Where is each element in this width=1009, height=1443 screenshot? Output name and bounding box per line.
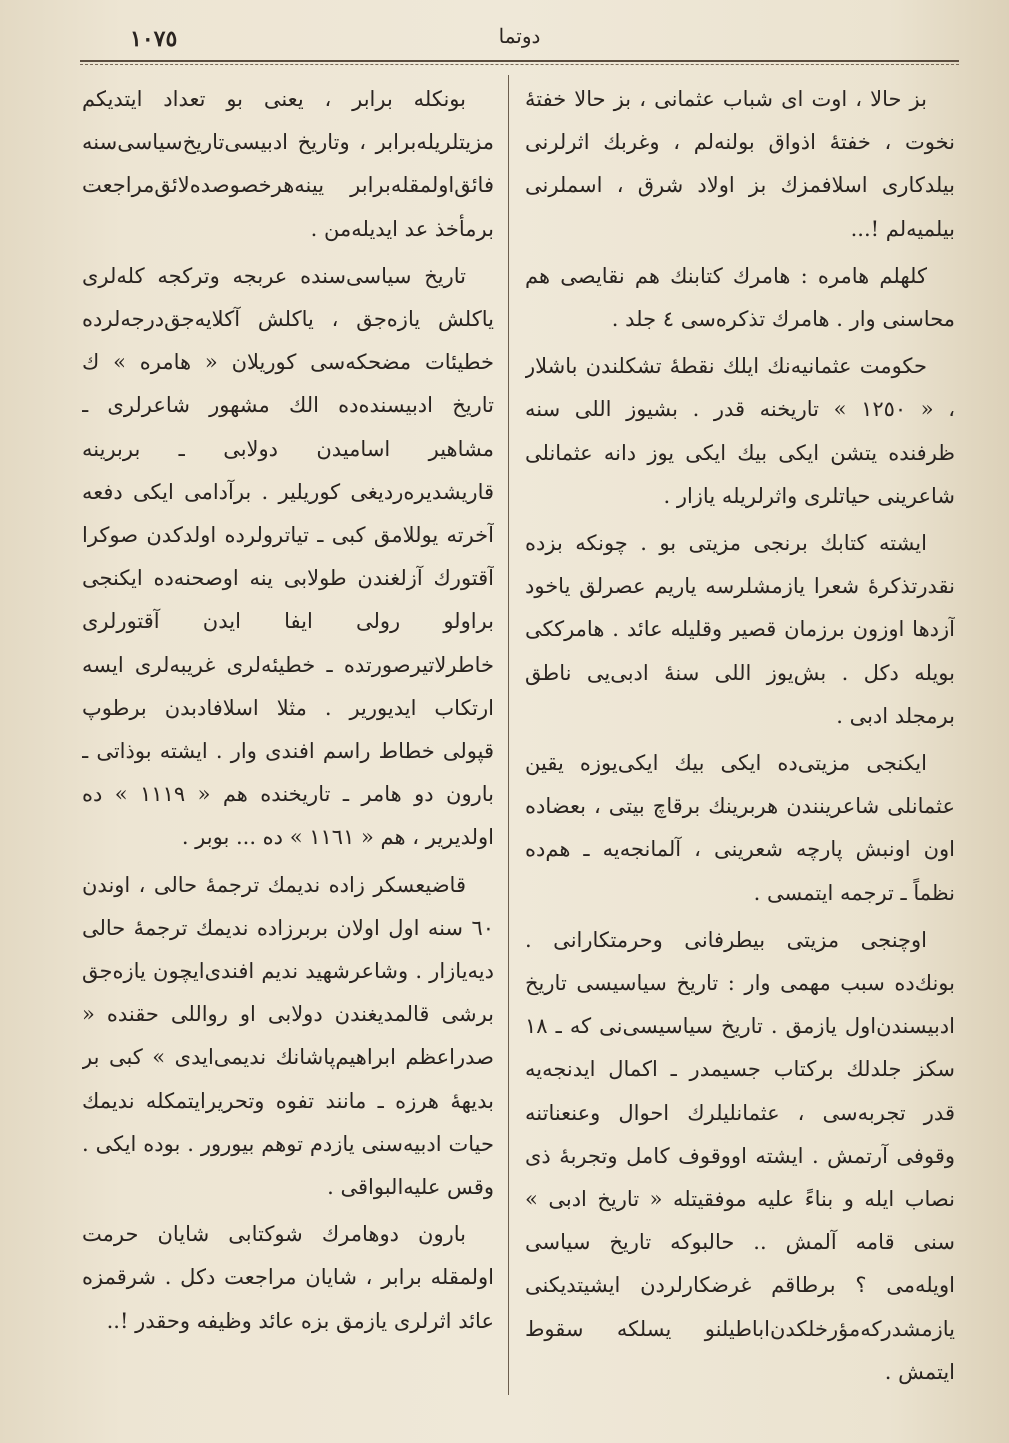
page-number: ١٠٧٥ [130, 26, 178, 52]
running-title: دوتما [498, 24, 541, 48]
right-column [525, 78, 955, 1398]
paragraph: قاضیعسکر زاده ندیمك ترجمهٔ حالی ، اوندن ٦٠ سنه اول اولان بربرزاده ندیمك ترجمهٔ حالی دیه‌یازار . وشاعرشهید ندیم افندی‌ایچون یازه‌جق برشی قالمدیغندن دولابی او رواللی حقنده « صدراعظم ابراهیم‌پاشانك ندیمی‌ایدی » کبی بر بدیههٔ هرزه ـ مانند تفوه وتحریرایتمکله ندیمك حیات ادبیه‌سنی یازدم توهم بیورور . بوده ایکی . وقس علیه‌البواقی . [82, 872, 494, 1200]
paragraph: تاریخ سیاسی‌سنده عربجه وترکجه کله‌لری یاکلش یازه‌جق ، یاکلش آکلایه‌جق‌درجه‌لرده خطیئات مضحکه‌سی کوریلان « هامره » ك تاریخ ادبیسنده‌ده الك مشهور شاعرلری ـ مشاهیر اسامیدن دولابی ـ بربرینه قاریشدیره‌ردیغی کوریلیر . برآدامی ایکی دفعه آخرته یوللامق کبی ـ تیاترولرده اولدکدن صوکرا آقتورك آزلغندن طولابی ینه اوصحنه‌ده ایکنجی براولو رولی ایفا ایدن آقتورلری خاطرلاتیرصورتده ـ خطیئه‌لری غریبه‌لری ایسه ارتکاب ایدیوریر . مثلا اسلافادبدن برطوپ قپولی خطاط راسم افندی وار . ایشته بوذاتی ـ بارون دو هامر ـ تاریخنده هم « ١١١٩ » ده اولدیریر ، هم « ١١٦١ » ده ... بوبر . [82, 263, 494, 850]
paragraph: بارون دوهامرك شوکتابی شایان حرمت اولمقله برابر ، شایان مراجعت دکل . شرقمزه عائد اثرلری یازمق بزه عائد وظیفه وحقدر !.. [82, 1222, 494, 1333]
paragraph: کلهلم هامره : هامرك کتابنك هم نقایصی هم محاسنی وار . هامرك تذکره‌سی ٤ جلد . [525, 263, 955, 332]
paragraph: ایکنجی مزیتی‌ده ایکی بیك ایکی‌یوزه یقین عثمانلی شاعرینندن هربرینك برقاچ بیتی ، بعضاده اون اونبش پارچه شعرینی ، آلمانجه‌یه ـ هم‌ده نظماً ـ ترجمه ایتمسی . [525, 751, 955, 905]
column-divider [508, 75, 509, 1395]
paragraph: بونکله برابر ، یعنی بو تعداد ایتدیکم مزیتلریله‌برابر ، وتاریخ ادبیسی‌تاریخ‌سیاسی‌سنه فائق‌اولمقله‌برابر یینه‌هرخصوصده‌لائق‌مراجعت برمأخذ عد ایدیله‌من . [82, 87, 494, 241]
page-header [110, 22, 929, 58]
paragraph: حکومت عثمانیه‌نك ایلك نقطهٔ تشکلندن باشلار ، « ١٢٥٠ » تاریخنه قدر . بشیوز اللی سنه ظرفنده یتشن ایکی بیك ایکی یوز دانه عثمانلی شاعرینی حیاتلری واثرلریله یازار . [525, 354, 955, 508]
paragraph: بز حالا ، اوت ای شباب عثمانی ، بز حالا خفتهٔ نخوت ، خفتهٔ اذواق بولنه‌لم ، وغربك اثرلرنی بیلدکاری اسلافمزك بز اولاد شرق ، اسملرنی بیلمیه‌لم !... [525, 87, 955, 241]
paragraph: ایشته کتابك برنجی مزیتی بو . چونکه بزده نقدرتذکرهٔ شعرا یازمشلرسه یاریم عصرلق یاخود آزدها اوزون برزمان قصیر وقلیله عائد . هامرككی بویله دکل . بش‌یوز اللی سنهٔ ادبی‌یی ناطق برمجلد ادبی . [525, 531, 955, 728]
header-rule [80, 60, 959, 62]
left-column [82, 78, 494, 1398]
paragraph: اوچنجی مزیتی بیطرفانی وحرمتکارانی . بونك‌ده سبب مهمی وار : تاریخ سیاسیسی تاریخ ادبیسندن‌اول یازمق . تاریخ سیاسیسی‌نی که ـ ١٨ سکز جلدلك برکتاب جسیمدر ـ اکمال ایدنجه‌یه قدر تجربه‌سی ، عثمانلیلرك احوال وعنعناتنه وقوفی آرتمش . ایشته اووقوف کامل وتجربهٔ ذی نصاب ایله و بناءً علیه موفقیتله « تاریخ ادبی » سنی قامه آلمش .. حالبوکه تاریخ سیاسی اویله‌می ؟ برطاقم غرضکارلردن ایشیتدیکنی یازمشدرکه‌مؤرخلکدن‌اباطیلنو یسلکه سقوط ایتمش . [525, 927, 955, 1384]
header-rule-dashed [80, 64, 959, 65]
